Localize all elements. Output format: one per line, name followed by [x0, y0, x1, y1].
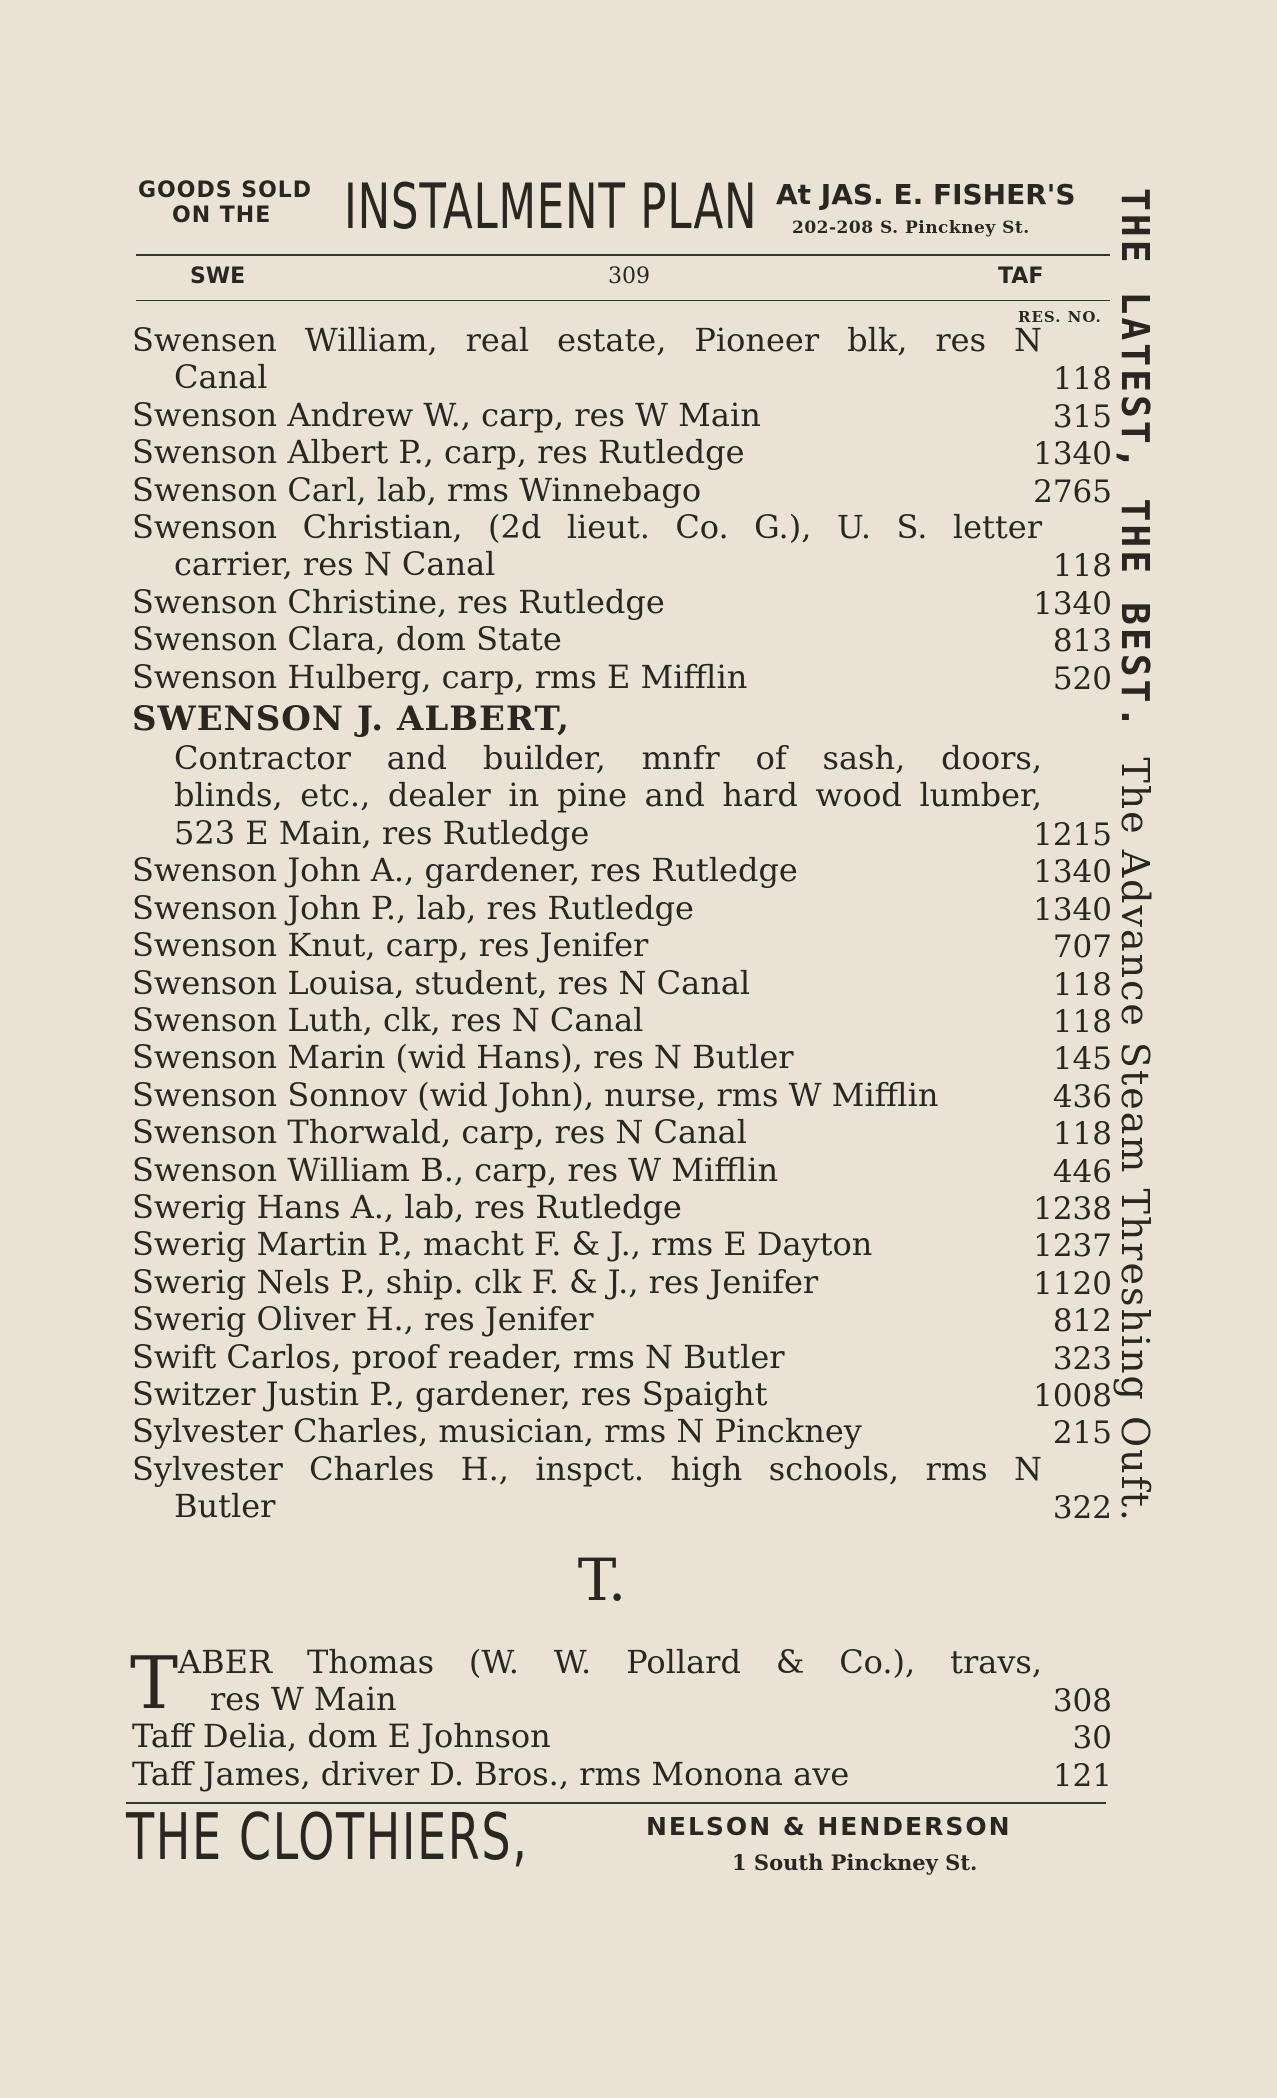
- residence-number: 436: [1052, 1078, 1112, 1115]
- residence-number: 707: [1052, 929, 1112, 966]
- goods-sold-text: [138, 178, 338, 228]
- instalment-plan-title: INSTALMENT PLAN: [344, 170, 758, 243]
- list-item: Swenson Hulberg, carp, rms E Mifflin 520: [132, 657, 1112, 697]
- residence-number: 215: [1052, 1415, 1112, 1452]
- header-rule: [136, 254, 1110, 256]
- side-ad-bold: THE LATEST, THE BEST.: [1113, 188, 1157, 758]
- side-ad-text: The Advance Steam Threshing Ouft.: [1113, 757, 1157, 1524]
- goods-line-2: ON THE: [172, 203, 272, 228]
- list-item: Swerig Nels P., ship. clk F. & J., res Jenifer 1120: [132, 1262, 1112, 1302]
- list-item: Swenson Clara, dom State 813: [132, 620, 1112, 660]
- section-letter: T.: [577, 1545, 627, 1614]
- res-no-label: RES. NO.: [1018, 308, 1102, 326]
- list-item: Swift Carlos, proof reader, rms N Butler 323: [132, 1337, 1112, 1377]
- firm-name: NELSON & HENDERSON: [646, 1812, 1012, 1841]
- list-item: Swenson William B., carp, res W Mifflin 446: [132, 1150, 1112, 1190]
- goods-line-1: GOODS SOLD: [138, 178, 313, 203]
- residence-number: 1340: [1033, 854, 1112, 891]
- header-advertisement: [138, 170, 1110, 252]
- list-item: Swenson Luth, clk, res N Canal 118: [132, 1000, 1112, 1040]
- clothiers-title: THE CLOTHIERS,: [126, 1801, 529, 1875]
- drop-cap: T: [130, 1640, 179, 1725]
- list-item: T ABER Thomas (W. W. Pollard & Co.), travs, res W Main 308: [130, 1640, 1112, 1725]
- list-item: Swenson Sonnov (wid John), nurse, rms W Mifflin 436: [132, 1075, 1112, 1115]
- list-item: Swenson Christian, (2d lieut. Co. G.), U. S. letter carrier, res N Canal 118: [132, 508, 1112, 585]
- list-item: Swenson John P., lab, res Rutledge 1340: [132, 888, 1112, 928]
- residence-number: 812: [1052, 1303, 1112, 1340]
- residence-number: 118: [1052, 548, 1112, 585]
- running-head-right: TAF: [998, 264, 1044, 289]
- residence-number: 315: [1052, 398, 1112, 435]
- residence-number: 308: [1052, 1683, 1112, 1719]
- residence-number: 322: [1052, 1490, 1112, 1527]
- list-item: Swensen William, real estate, Pioneer blk, res N Canal 118: [132, 321, 1112, 398]
- list-item: Swenson Christine, res Rutledge 1340: [132, 582, 1112, 622]
- residence-number: 446: [1052, 1153, 1112, 1190]
- side-advertisement: [1112, 188, 1158, 1523]
- residence-number: 323: [1052, 1340, 1112, 1377]
- list-item: Sylvester Charles, musician, rms N Pinckney 215: [132, 1412, 1112, 1452]
- residence-number: 145: [1052, 1041, 1112, 1078]
- featured-entry-description: Contractor and builder, mnfr of sash, doors, blinds, etc., dealer in pine and hard wood lumber, 523 E Main, res Rutledge 1215: [174, 739, 1112, 853]
- footer-advertisement: [126, 1801, 1116, 1896]
- residence-number: 118: [1052, 1116, 1112, 1153]
- residence-number: 2765: [1033, 473, 1112, 510]
- residence-number: 1340: [1033, 585, 1112, 622]
- residence-number: 1008: [1033, 1377, 1112, 1414]
- fisher-name: At JAS. E. FISHER'S: [776, 178, 1076, 211]
- residence-number: 1238: [1033, 1190, 1112, 1227]
- residence-number: 1120: [1033, 1265, 1112, 1302]
- residence-number: 1237: [1033, 1228, 1112, 1265]
- list-item: Swenson Knut, carp, res Jenifer 707: [132, 926, 1112, 966]
- running-head-rule: [136, 300, 1110, 301]
- residence-number: 118: [1052, 1003, 1112, 1040]
- residence-number: 30: [1072, 1720, 1112, 1757]
- residence-number: 1340: [1033, 891, 1112, 928]
- fisher-address: 202-208 S. Pinckney St.: [792, 218, 1030, 238]
- list-item: Taff James, driver D. Bros., rms Monona ave 121: [132, 1754, 1112, 1794]
- list-item: Swenson Louisa, student, res N Canal 118: [132, 963, 1112, 1003]
- list-item: Sylvester Charles H., inspct. high schools, rms N Butler 322: [132, 1449, 1112, 1527]
- residence-number: 813: [1052, 623, 1112, 660]
- featured-entry-name: SWENSON J. ALBERT,: [132, 699, 570, 740]
- residence-number: 121: [1052, 1757, 1112, 1794]
- list-item: Swenson Thorwald, carp, res N Canal 118: [132, 1113, 1112, 1153]
- list-item: Switzer Justin P., gardener, res Spaight 1008: [132, 1374, 1112, 1414]
- list-item: Swerig Martin P., macht F. & J., rms E Dayton 1237: [132, 1225, 1112, 1265]
- residence-number: 520: [1052, 660, 1112, 697]
- page-number: 309: [608, 264, 650, 289]
- residence-number: 1340: [1033, 436, 1112, 473]
- list-item: Swerig Oliver H., res Jenifer 812: [132, 1300, 1112, 1340]
- list-item: Swenson Andrew W., carp, res W Main 315: [132, 395, 1112, 435]
- list-item: Swenson Carl, lab, rms Winnebago 2765: [132, 470, 1112, 510]
- firm-address: 1 South Pinckney St.: [732, 1850, 978, 1875]
- residence-number: 118: [1052, 966, 1112, 1003]
- list-item: Swenson Albert P., carp, res Rutledge 1340: [132, 433, 1112, 473]
- residence-number: 1215: [1033, 816, 1112, 853]
- list-item: Swerig Hans A., lab, res Rutledge 1238: [132, 1187, 1112, 1227]
- directory-entries: [132, 322, 1112, 1793]
- running-head-left: SWE: [190, 264, 246, 289]
- list-item: Taff Delia, dom E Johnson 30: [132, 1717, 1112, 1757]
- list-item: Swenson John A., gardener, res Rutledge 1340: [132, 851, 1112, 891]
- list-item: Swenson Marin (wid Hans), res N Butler 145: [132, 1038, 1112, 1078]
- residence-number: 118: [1052, 361, 1112, 398]
